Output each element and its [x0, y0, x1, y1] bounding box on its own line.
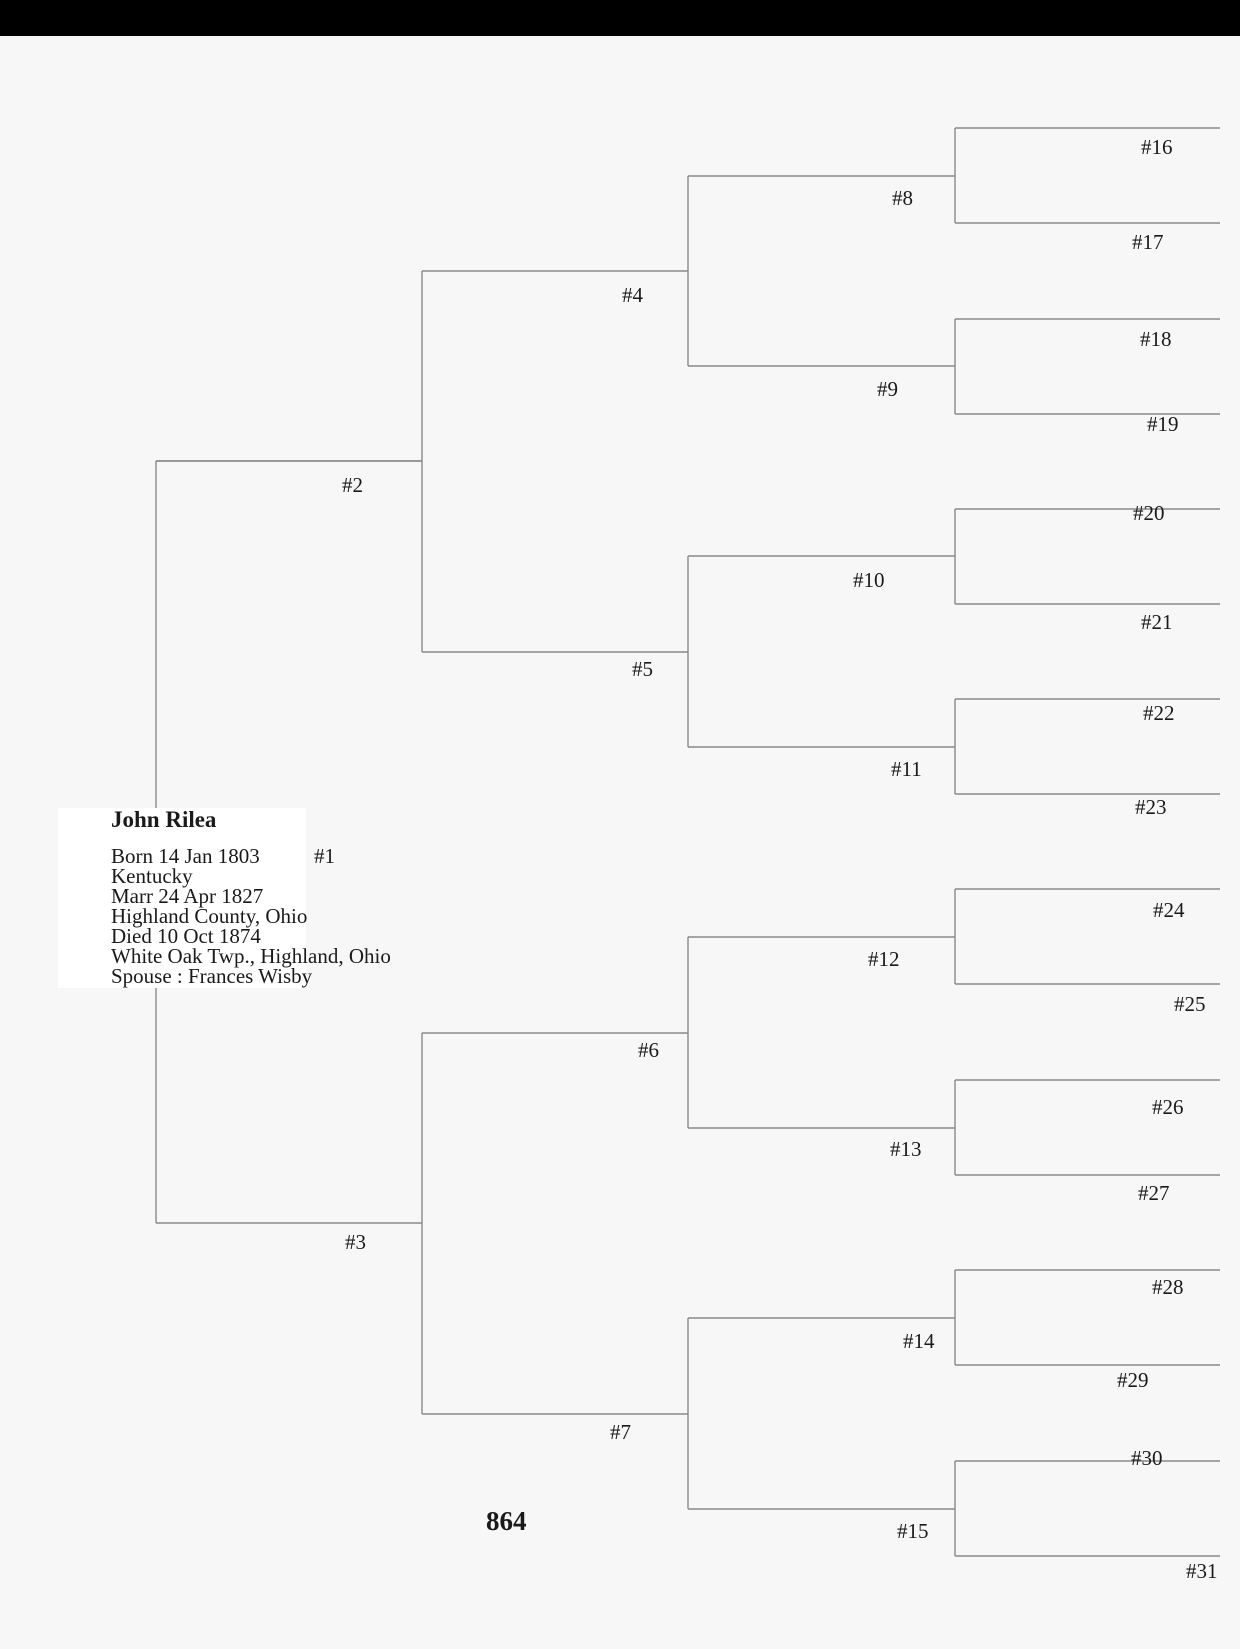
ancestor-number-30: #30: [1131, 1446, 1163, 1470]
ancestor-number-3: #3: [345, 1230, 366, 1254]
ancestor-number-29: #29: [1117, 1368, 1149, 1392]
bracket-4: [688, 176, 955, 366]
ancestor-number-26: #26: [1152, 1095, 1184, 1119]
ancestor-number-31: #31: [1186, 1559, 1218, 1583]
ancestor-number-15: #15: [897, 1519, 929, 1543]
ancestor-number-25: #25: [1174, 992, 1206, 1016]
bracket-11: [955, 699, 1220, 794]
ancestor-number-16: #16: [1141, 135, 1173, 159]
bracket-2: [156, 271, 688, 652]
subject-number: #1: [314, 844, 335, 868]
bracket-9: [955, 319, 1220, 414]
subject-death-place: White Oak Twp., Highland, Ohio: [111, 944, 391, 968]
ancestor-number-11: #11: [891, 757, 922, 781]
ancestor-number-14: #14: [903, 1329, 935, 1353]
bracket-6: [688, 937, 955, 1128]
ancestor-number-27: #27: [1138, 1181, 1170, 1205]
subject-marriage-place: Highland County, Ohio: [111, 904, 308, 928]
bracket-8: [955, 128, 1220, 223]
ancestor-number-9: #9: [877, 377, 898, 401]
bracket-3: [422, 1033, 688, 1414]
ancestor-number-17: #17: [1132, 230, 1164, 254]
ancestor-number-24: #24: [1153, 898, 1185, 922]
page-number: 864: [486, 1506, 527, 1536]
bracket-15: [955, 1461, 1220, 1556]
ancestor-number-6: #6: [638, 1038, 659, 1062]
ancestor-number-20: #20: [1133, 501, 1165, 525]
ancestor-number-22: #22: [1143, 701, 1175, 725]
subject-birth-place: Kentucky: [111, 864, 193, 888]
bracket-5: [688, 556, 955, 747]
ancestor-number-28: #28: [1152, 1275, 1184, 1299]
ancestor-number-18: #18: [1140, 327, 1172, 351]
ancestor-number-2: #2: [342, 473, 363, 497]
subject-name: John Rilea: [111, 807, 217, 832]
subject-birth-date: Born 14 Jan 1803: [111, 844, 260, 868]
subject-marriage-date: Marr 24 Apr 1827: [111, 884, 264, 908]
ancestor-number-13: #13: [890, 1137, 922, 1161]
ancestor-number-8: #8: [892, 186, 913, 210]
ancestor-number-19: #19: [1147, 412, 1179, 436]
ancestor-number-21: #21: [1141, 610, 1173, 634]
ancestor-number-7: #7: [610, 1420, 631, 1444]
ancestor-number-12: #12: [868, 947, 900, 971]
bracket-10: [955, 509, 1220, 604]
ancestor-number-10: #10: [853, 568, 885, 592]
subject-death-date: Died 10 Oct 1874: [111, 924, 261, 948]
ancestor-number-4: #4: [622, 283, 643, 307]
subject-spouse: Spouse : Frances Wisby: [111, 964, 313, 988]
ancestor-number-23: #23: [1135, 795, 1167, 819]
ancestor-number-5: #5: [632, 657, 653, 681]
